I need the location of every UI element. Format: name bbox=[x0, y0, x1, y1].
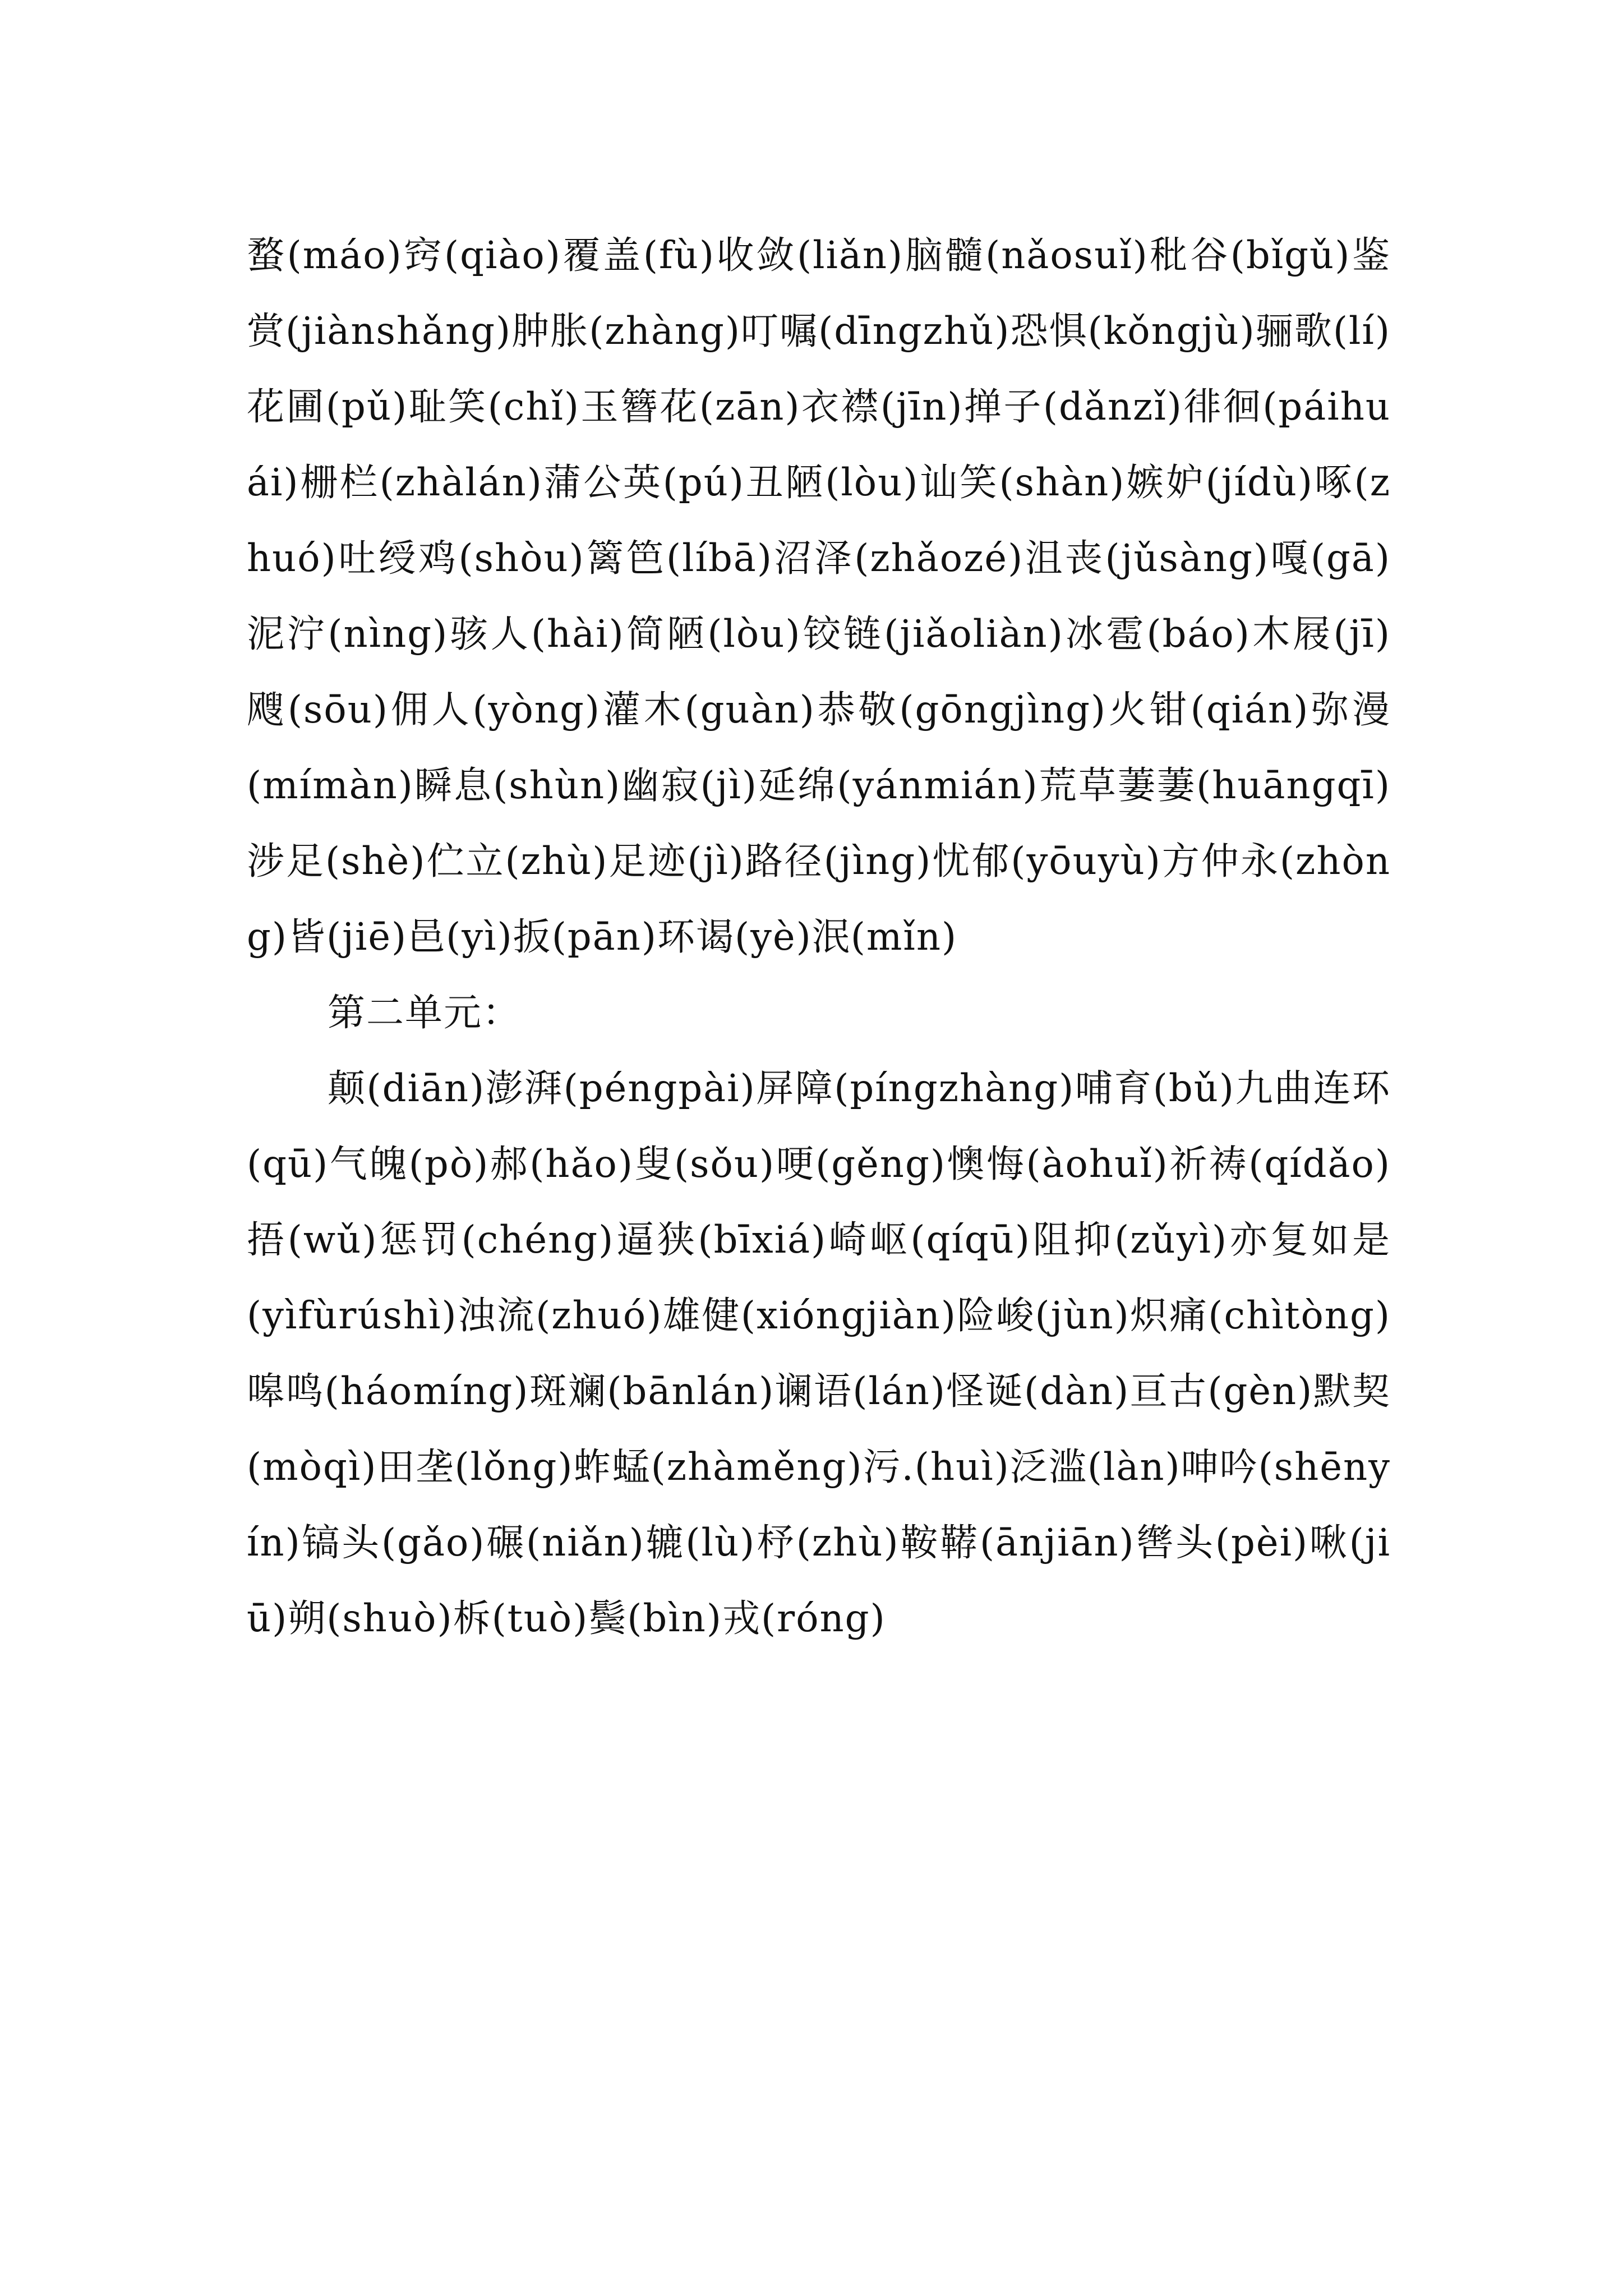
vocabulary-paragraph-unit-2: 颠(diān)澎湃(péngpài)屏障(píngzhàng)哺育(bǔ)九曲连环(qū)气魄(pò)郝(hǎo)叟(sǒu)哽(gěng)懊悔(àohuǐ)祈祷(qídǎo)捂(wǔ)惩罚(chéng)逼狭(bīxiá)崎岖(qíqū)阻抑(zǔyì)亦复如是(yìfùrúshì)浊流(zhuó)雄健(xióngjiàn)险峻(jùn)炽痛(chìtòng)嗥鸣(háomíng)斑斓(bānlán)谰语(lán)怪诞(dàn)亘古(gèn)默契(mòqì)田垄(lǒng)蚱蜢(zhàměng)污.(huì)泛滥(làn)呻吟(shēnyín)镐头(gǎo)碾(niǎn)辘(lù)杼(zhù)鞍鞯(ānjiān)辔头(pèi)啾(jiū)朔(shuò)柝(tuò)鬓(bìn)戎(róng) bbox=[247, 1066, 1391, 1640]
vocabulary-paragraph-unit-1: 蝥(máo)窍(qiào)覆盖(fù)收敛(liǎn)脑髓(nǎosuǐ)秕谷(bǐgǔ)鉴赏(jiànshǎng)肿胀(zhàng)叮嘱(dīngzhǔ)恐惧(kǒngjù)骊歌(lí)花圃(pǔ)耻笑(chǐ)玉簪花(zān)衣襟(jīn)掸子(dǎnzǐ)徘徊(páihuái)栅栏(zhàlán)蒲公英(pú)丑陋(lòu)讪笑(shàn)嫉妒(jídù)啄(zhuó)吐绶鸡(shòu)篱笆(líbā)沼泽(zhǎozé)沮丧(jǔsàng)嘎(gā)泥泞(nìng)骇人(hài)简陋(lòu)铰链(jiǎoliàn)冰雹(báo)木屐(jī)飕(sōu)佣人(yòng)灌木(guàn)恭敬(gōngjìng)火钳(qián)弥漫(mímàn)瞬息(shùn)幽寂(jì)延绵(yánmián)荒草萋萋(huāngqī)涉足(shè)伫立(zhù)足迹(jì)路径(jìng)忧郁(yōuyù)方仲永(zhòng)皆(jiē)邑(yì)扳(pān)环谒(yè)泯(mǐn) bbox=[247, 233, 1391, 959]
document-body bbox=[247, 218, 1391, 1657]
section-heading-unit-2: 第二单元： bbox=[328, 991, 521, 1034]
